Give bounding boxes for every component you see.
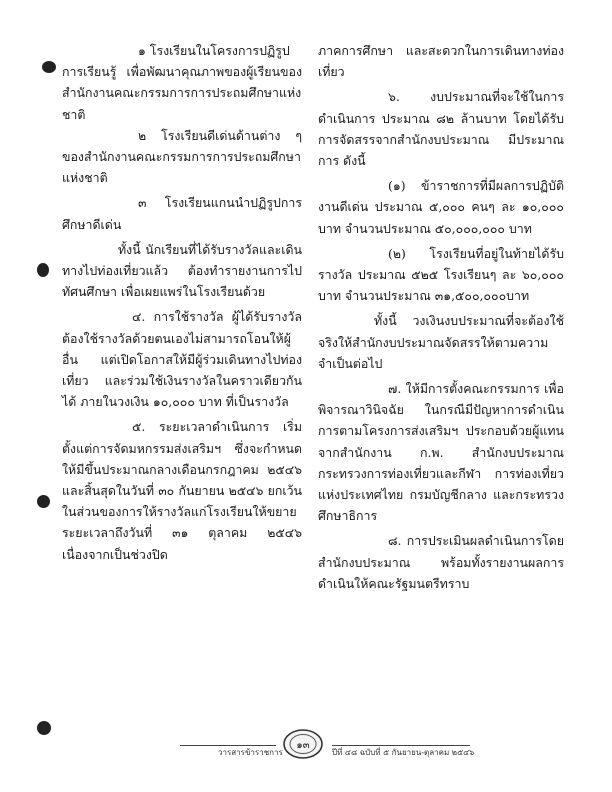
paragraph-budget-1: (๑) ข้าราชการที่มีผลการปฏิบัติงานดีเด่น ประมาณ ๕,๐๐๐ คนๆ ละ ๑๐,๐๐๐ บาท จำนวนประมาณ ๕๐,๐๐๐,๐๐๐ บาท	[318, 178, 564, 236]
binder-hole-mark	[37, 263, 49, 277]
binder-hole-mark	[37, 721, 51, 735]
page-footer	[180, 726, 475, 762]
paragraph-continued: ภาคการศึกษา และสะดวกในการเดินทางท่องเที่ยว	[318, 43, 564, 80]
paragraph-section-5: ๕. ระยะเวลาดำเนินการ เริ่มตั้งแต่การจัดมหกรรมส่งเสริมฯ ซึ่งจะกำหนดให้มีขึ้นประมาณกลางเดือนกรกฎาคม ๒๕๔๖ และสิ้นสุดในวันที่ ๓๐ กันยายน ๒๕๔๖ ยกเว้น ในส่วนของการให้รางวัลแก่โรงเรียนให้ขยายระยะเวลาถึงวันที่ ๓๑ ตุลาคม ๒๕๔๖ เนื่องจากเป็นช่วงปิด	[62, 419, 302, 562]
paragraph-section-4: ๔. การใช้รางวัล ผู้ได้รับรางวัลต้องใช้รางวัลด้วยตนเองไม่สามารถโอนให้ผู้อื่น แต่เปิดโอกาสให้มีผู้ร่วมเดินทางไปท่องเที่ยว และร่วมใช้เงินรางวัลในคราวเดียวกันได้ ภายในวงเงิน ๑๐,๐๐๐ บาท ที่เป็นรางวัล	[62, 309, 302, 410]
page-number: ๑๓	[296, 740, 310, 751]
paragraph-section-7: ๗. ให้มีการตั้งคณะกรรมการ เพื่อพิจารณาวินิจฉัย ในกรณีมีปัญหาการดำเนินการตามโครงการส่งเสริมฯ ประกอบด้วยผู้แทนจากสำนักงาน ก.พ. สำนักงบประมาณ กระทรวงการท่องเที่ยวและกีฬา การท่องเที่ยวแห่งประเทศไทย กรมบัญชีกลาง และกระทรวงศึกษาธิการ	[318, 381, 564, 524]
left-text-column	[62, 40, 302, 565]
paragraph-item-2: ๒ โรงเรียนดีเด่นด้านต่าง ๆ ของสำนักงานคณะกรรมการการประถมศึกษาแห่งชาติ	[62, 127, 302, 186]
page-number-emblem	[282, 728, 324, 760]
paragraph-note: ทั้งนี้ นักเรียนที่ได้รับรางวัลและเดินทางไปท่องเที่ยวแล้ว ต้องทำรายงานการไปทัศนศึกษา เพื่อเผยแพร่ในโรงเรียนด้วย	[62, 241, 302, 300]
issue-info: ปีที่ ๔๘ ฉบับที่ ๕ กันยายน-ตุลาคม ๒๕๔๖	[332, 748, 475, 757]
paragraph-item-1-body: การเรียนรู้ เพื่อพัฒนาคุณภาพของผู้เรียนของสำนักงานคณะกรรมการการประถมศึกษาแห่งชาติ	[62, 64, 302, 122]
footer-rule-left	[180, 745, 276, 746]
journal-name: วารสารข้าราชการ	[218, 748, 283, 757]
paragraph-section-6: ๖. งบประมาณที่จะใช้ในการดำเนินการ ประมาณ ๘๒ ล้านบาท โดยได้รับการจัดสรรจากสำนักงบประมาณ มีประมาณการ ดังนี้	[318, 89, 564, 169]
paragraph-budget-note: ทั้งนี้ วงเงินงบประมาณที่จะต้องใช้จริงให้สำนักงบประมาณจัดสรรให้ตามความจำเป็นต่อไป	[318, 313, 564, 371]
paragraph-item-1: ๑ โรงเรียนในโครงการปฏิรูป	[138, 43, 290, 58]
binder-hole-mark	[37, 495, 50, 508]
binder-hole-mark	[42, 61, 56, 73]
paragraph-budget-2: (๒) โรงเรียนที่อยู่ในท้ายได้รับรางวัล ประมาณ ๕๒๕ โรงเรียนๆ ละ ๖๐,๐๐๐ บาท จำนวนประมาณ ๓๑,๕๐๐,๐๐๐บาท	[318, 245, 564, 304]
paragraph-item-3: ๓ โรงเรียนแกนนำปฏิรูปการศึกษาดีเด่น	[62, 195, 302, 232]
right-text-column	[318, 40, 564, 594]
footer-rule-right	[332, 745, 470, 746]
paragraph-section-8: ๘. การประเมินผลดำเนินการโดยสำนักงบประมาณ พร้อมทั้งรายงานผลการดำเนินให้คณะรัฐมนตรีทราบ	[318, 533, 564, 591]
